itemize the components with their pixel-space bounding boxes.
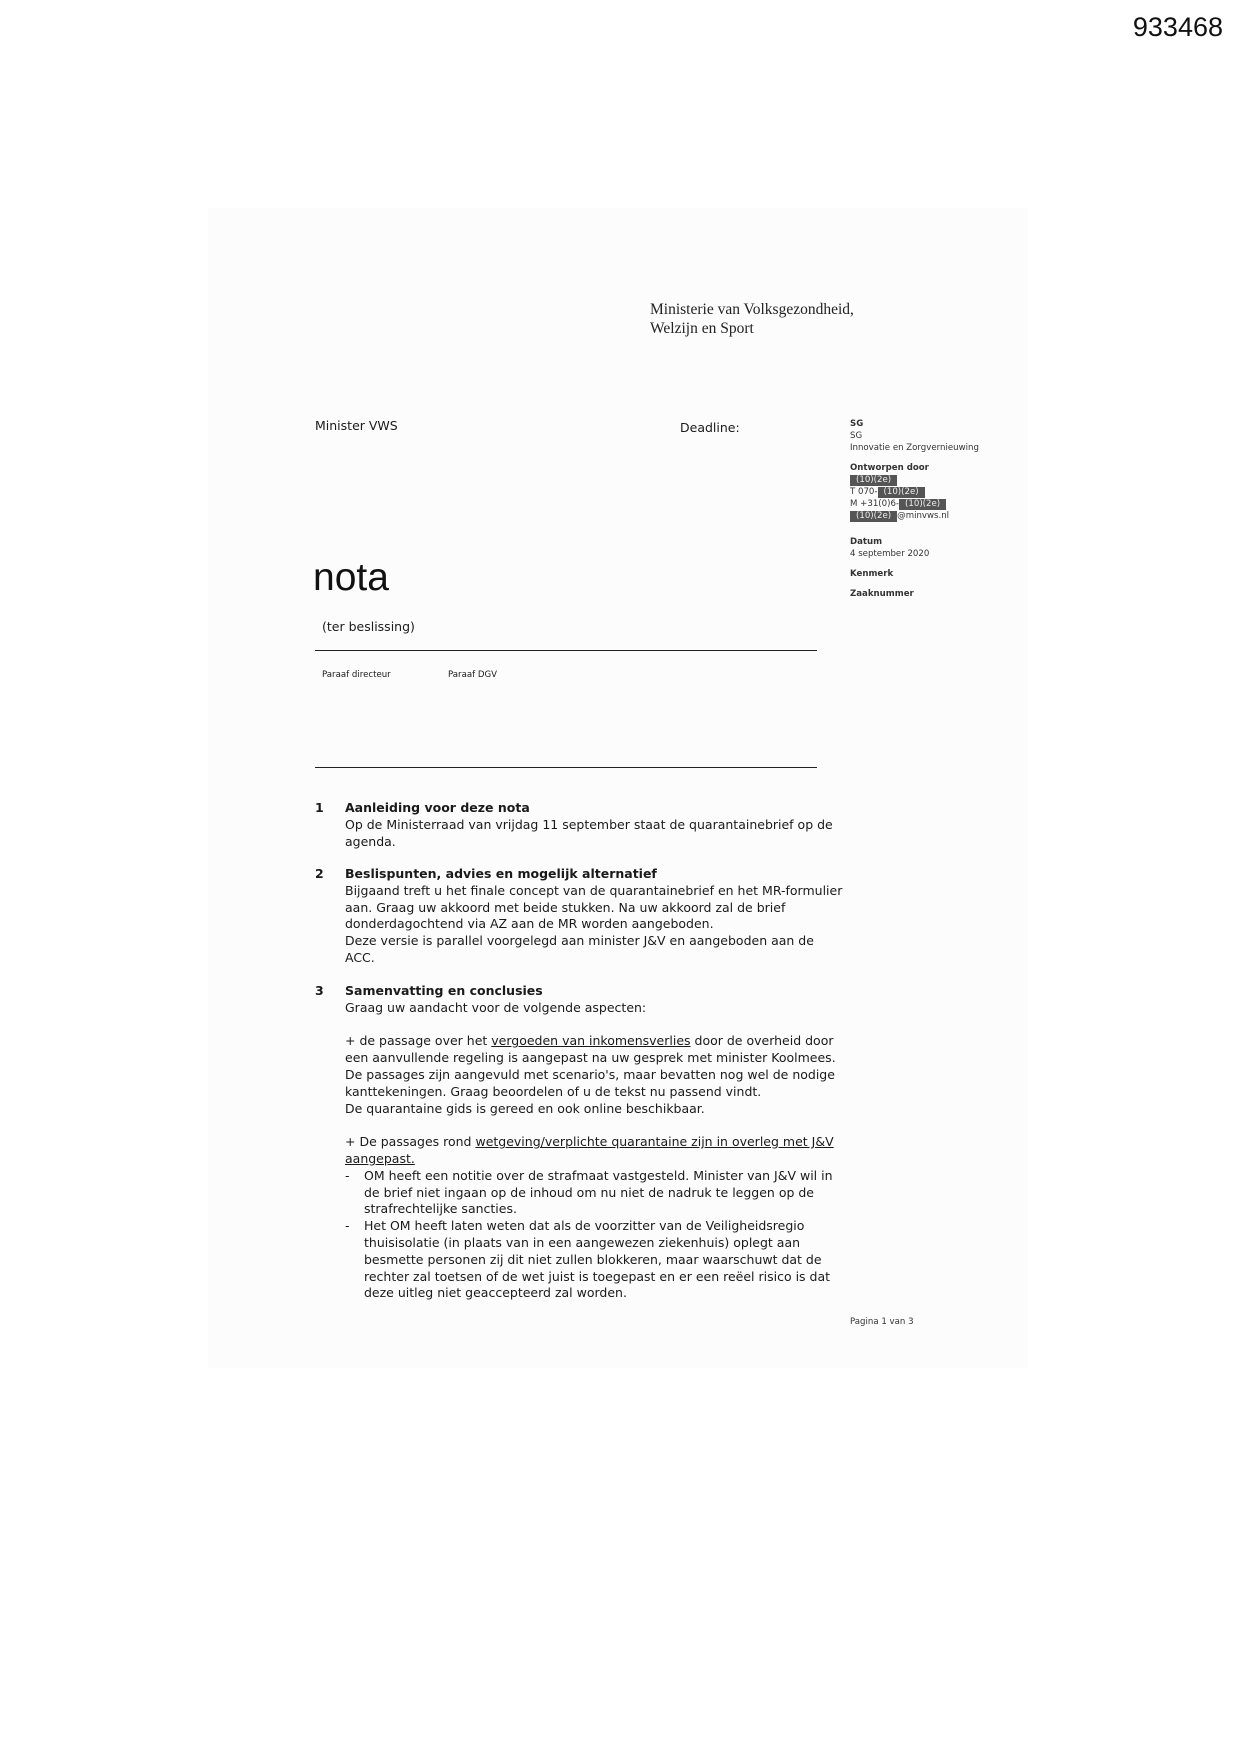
sidebar-kenmerk-label: Kenmerk [850,569,894,579]
ministry-line-2: Welzijn en Sport [650,320,754,337]
bullet-dash: - [345,1167,350,1183]
section-number: 2 [315,866,324,881]
sidebar-designed-by-label: Ontworpen door [850,463,929,473]
sidebar-phone-prefix: T 070- [850,487,878,497]
paragraph-text: De quarantaine gids is gereed en ook online beschikbaar. [345,1100,705,1116]
sidebar-email-suffix: @minvws.nl [897,511,950,521]
section-3 [315,983,845,1302]
paragraph-text: + de passage over het [345,1033,492,1049]
paraaf-dgv: Paraaf DGV [448,670,498,680]
section-heading: Aanleiding voor deze nota [345,800,530,815]
underlined-phrase: vergoeden van inkomensverlies [491,1033,691,1049]
section-2 [315,866,845,967]
sidebar-sg: SG [850,431,863,441]
sidebar-datum-value: 4 september 2020 [850,549,930,559]
paraaf-directeur: Paraaf directeur [322,670,391,680]
redaction-block: (10)(2e) [850,511,897,522]
sidebar-metadata [850,418,1050,600]
bullet-dash: - [345,1218,350,1234]
document-subtitle: (ter beslissing) [322,619,415,634]
divider-top [315,650,817,651]
sidebar-zaaknummer-label: Zaaknummer [850,589,914,599]
page-footer: Pagina 1 van 3 [850,1317,914,1327]
bullet-text: OM heeft een notitie over de strafmaat vastgesteld. Minister van J&V wil in de brief niet ingaan op de inhoud om nu niet de nadruk te leggen op de strafrechtelijke sancties. [364,1167,833,1217]
bullet-text: Het OM heeft laten weten dat als de voorzitter van de Veiligheidsregio thuisisolatie (in plaats van in een aangewezen ziekenhuis) oplegt aan besmette personen zij dit niet zullen blokkeren, maar waarschuwt dat de rechter zal toetsen of de wet juist is toegepast en er een reëel risico is dat deze uitleg niet geaccepteerd zal worden. [364,1218,831,1301]
redaction-block: (10)(2e) [899,499,946,510]
section-text: Bijgaand treft u het finale concept van de quarantainebrief en het MR-formulier aan. Graag uw akkoord met beide stukken. Na uw akkoord zal de brief donderdagochtend via AZ aan de MR worden aangeboden. [345,882,843,932]
ministry-logo-text [650,300,854,338]
section-heading: Beslispunten, advies en mogelijk alternatief [345,866,657,881]
sidebar-datum-label: Datum [850,537,883,547]
addressee: Minister VWS [315,418,398,433]
paragraph-income-loss [345,1033,845,1100]
section-number: 3 [315,983,324,998]
sidebar-mobile-prefix: M +31(0)6- [850,499,900,509]
sidebar-department: Innovatie en Zorgvernieuwing [850,443,979,453]
section-text: Deze versie is parallel voorgelegd aan minister J&V en aangeboden aan de ACC. [345,933,814,965]
section-number: 1 [315,800,324,815]
paragraph-text: + De passages rond [345,1134,476,1150]
paragraph-legislation [345,1134,845,1168]
section-text: Op de Ministerraad van vrijdag 11 september staat de quarantainebrief op de agenda. [345,816,833,849]
divider-bottom [315,767,817,768]
section-intro: Graag uw aandacht voor de volgende aspecten: [345,999,647,1015]
redaction-block: (10)(2e) [878,487,925,498]
ministry-line-1: Ministerie van Volksgezondheid, [650,301,854,318]
redaction-block: (10)(2e) [850,475,897,486]
section-1 [315,800,845,850]
document-title: nota [313,556,389,599]
underlined-phrase: wetgeving/verplichte quarantaine zijn in overleg met J&V aangepast. [345,1134,834,1166]
sidebar-sg-heading: SG [850,419,864,429]
deadline-label: Deadline: [680,420,740,435]
section-heading: Samenvatting en conclusies [345,983,543,998]
page-number: 933468 [1132,12,1223,42]
bullet-item [345,1218,845,1302]
bullet-item [345,1168,845,1218]
paragraph-text: door de overheid door een aanvullende regeling is aangepast na uw gesprek met minister Koolmees. De passages zijn aangevuld met scenario's, maar bevatten nog wel de nodige kanttekeningen. Graag beoordelen of u de tekst nu passend vindt. [345,1033,836,1099]
